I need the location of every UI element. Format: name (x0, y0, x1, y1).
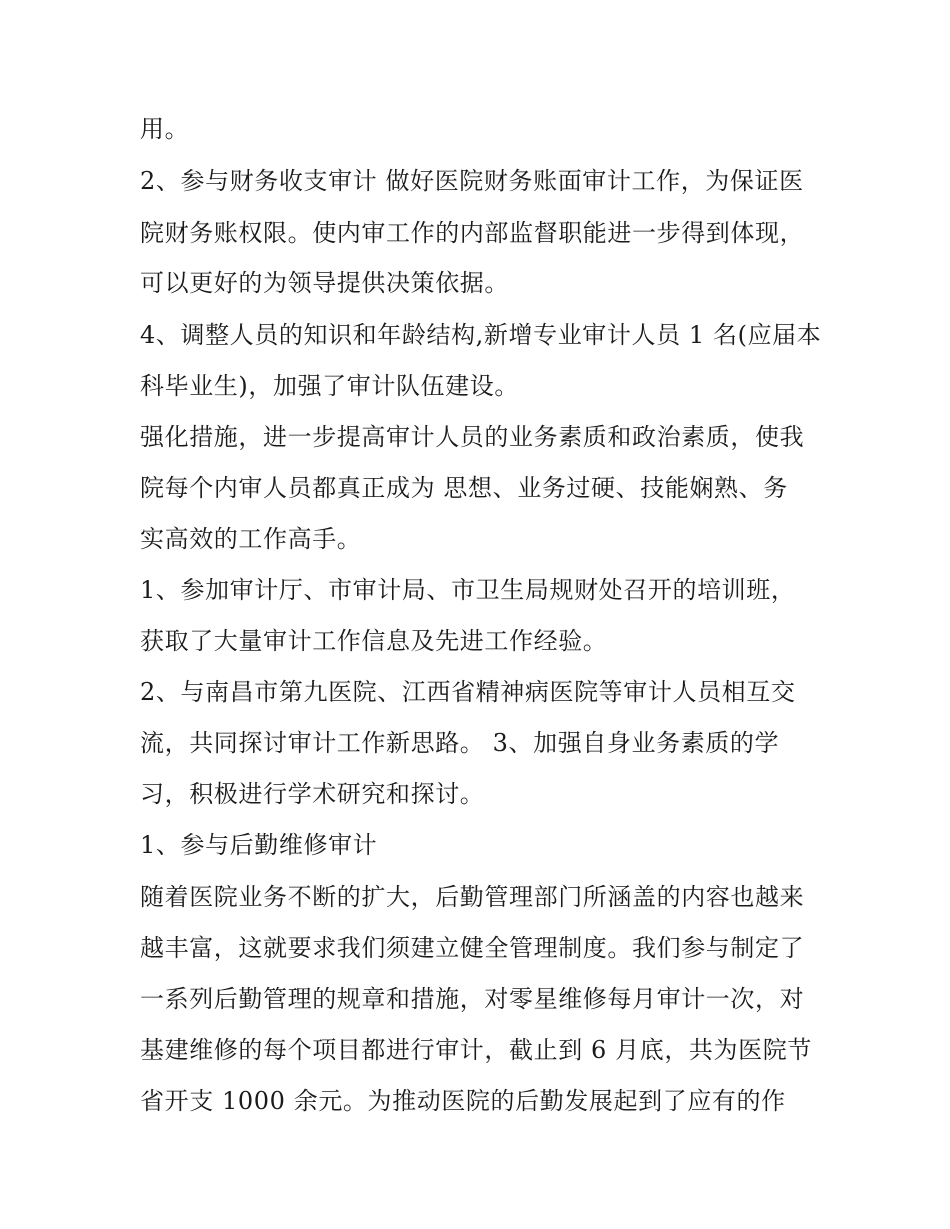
text-line: 实高效的工作高手。 (140, 525, 362, 553)
text-line: 获取了大量审计工作信息及先进工作经验。 (140, 627, 608, 655)
text-line: 省开支 1000 余元。为推动医院的后勤发展起到了应有的作 (140, 1087, 786, 1115)
text-line: 2、参与财务收支审计 做好医院财务账面审计工作，为保证医 (140, 167, 804, 195)
text-line: 科毕业生)，加强了审计队伍建设。 (140, 372, 519, 400)
text-line: 越丰富，这就要求我们须建立健全管理制度。我们参与制定了 (140, 934, 805, 962)
text-line: 习，积极进行学术研究和探讨。 (140, 780, 485, 808)
text-line: 院每个内审人员都真正成为 思想、业务过硬、技能娴熟、务 (140, 474, 788, 502)
text-line: 随着医院业务不断的扩大，后勤管理部门所涵盖的内容也越来 (140, 883, 805, 911)
text-line: 院财务账权限。使内审工作的内部监督职能进一步得到体现， (140, 219, 805, 247)
text-line: 基建维修的每个项目都进行审计，截止到 6 月底，共为医院节 (140, 1036, 812, 1064)
text-line: 2、与南昌市第九医院、江西省精神病医院等审计人员相互交 (140, 678, 796, 706)
text-line: 1、参加审计厅、市审计局、市卫生局规财处召开的培训班， (140, 576, 796, 604)
text-line: 一系列后勤管理的规章和措施，对零星维修每月审计一次，对 (140, 985, 805, 1013)
text-line: 强化措施，进一步提高审计人员的业务素质和政治素质，使我 (140, 423, 805, 451)
text-line: 流，共同探讨审计工作新思路。 3、加强自身业务素质的学 (140, 729, 780, 757)
text-line: 可以更好的为领导提供决策依据。 (140, 269, 509, 297)
text-line: 用。 (140, 115, 190, 143)
text-line: 4、调整人员的知识和年龄结构,新增专业审计人员 1 名(应届本 (140, 321, 822, 349)
text-line: 1、参与后勤维修审计 (140, 831, 378, 859)
